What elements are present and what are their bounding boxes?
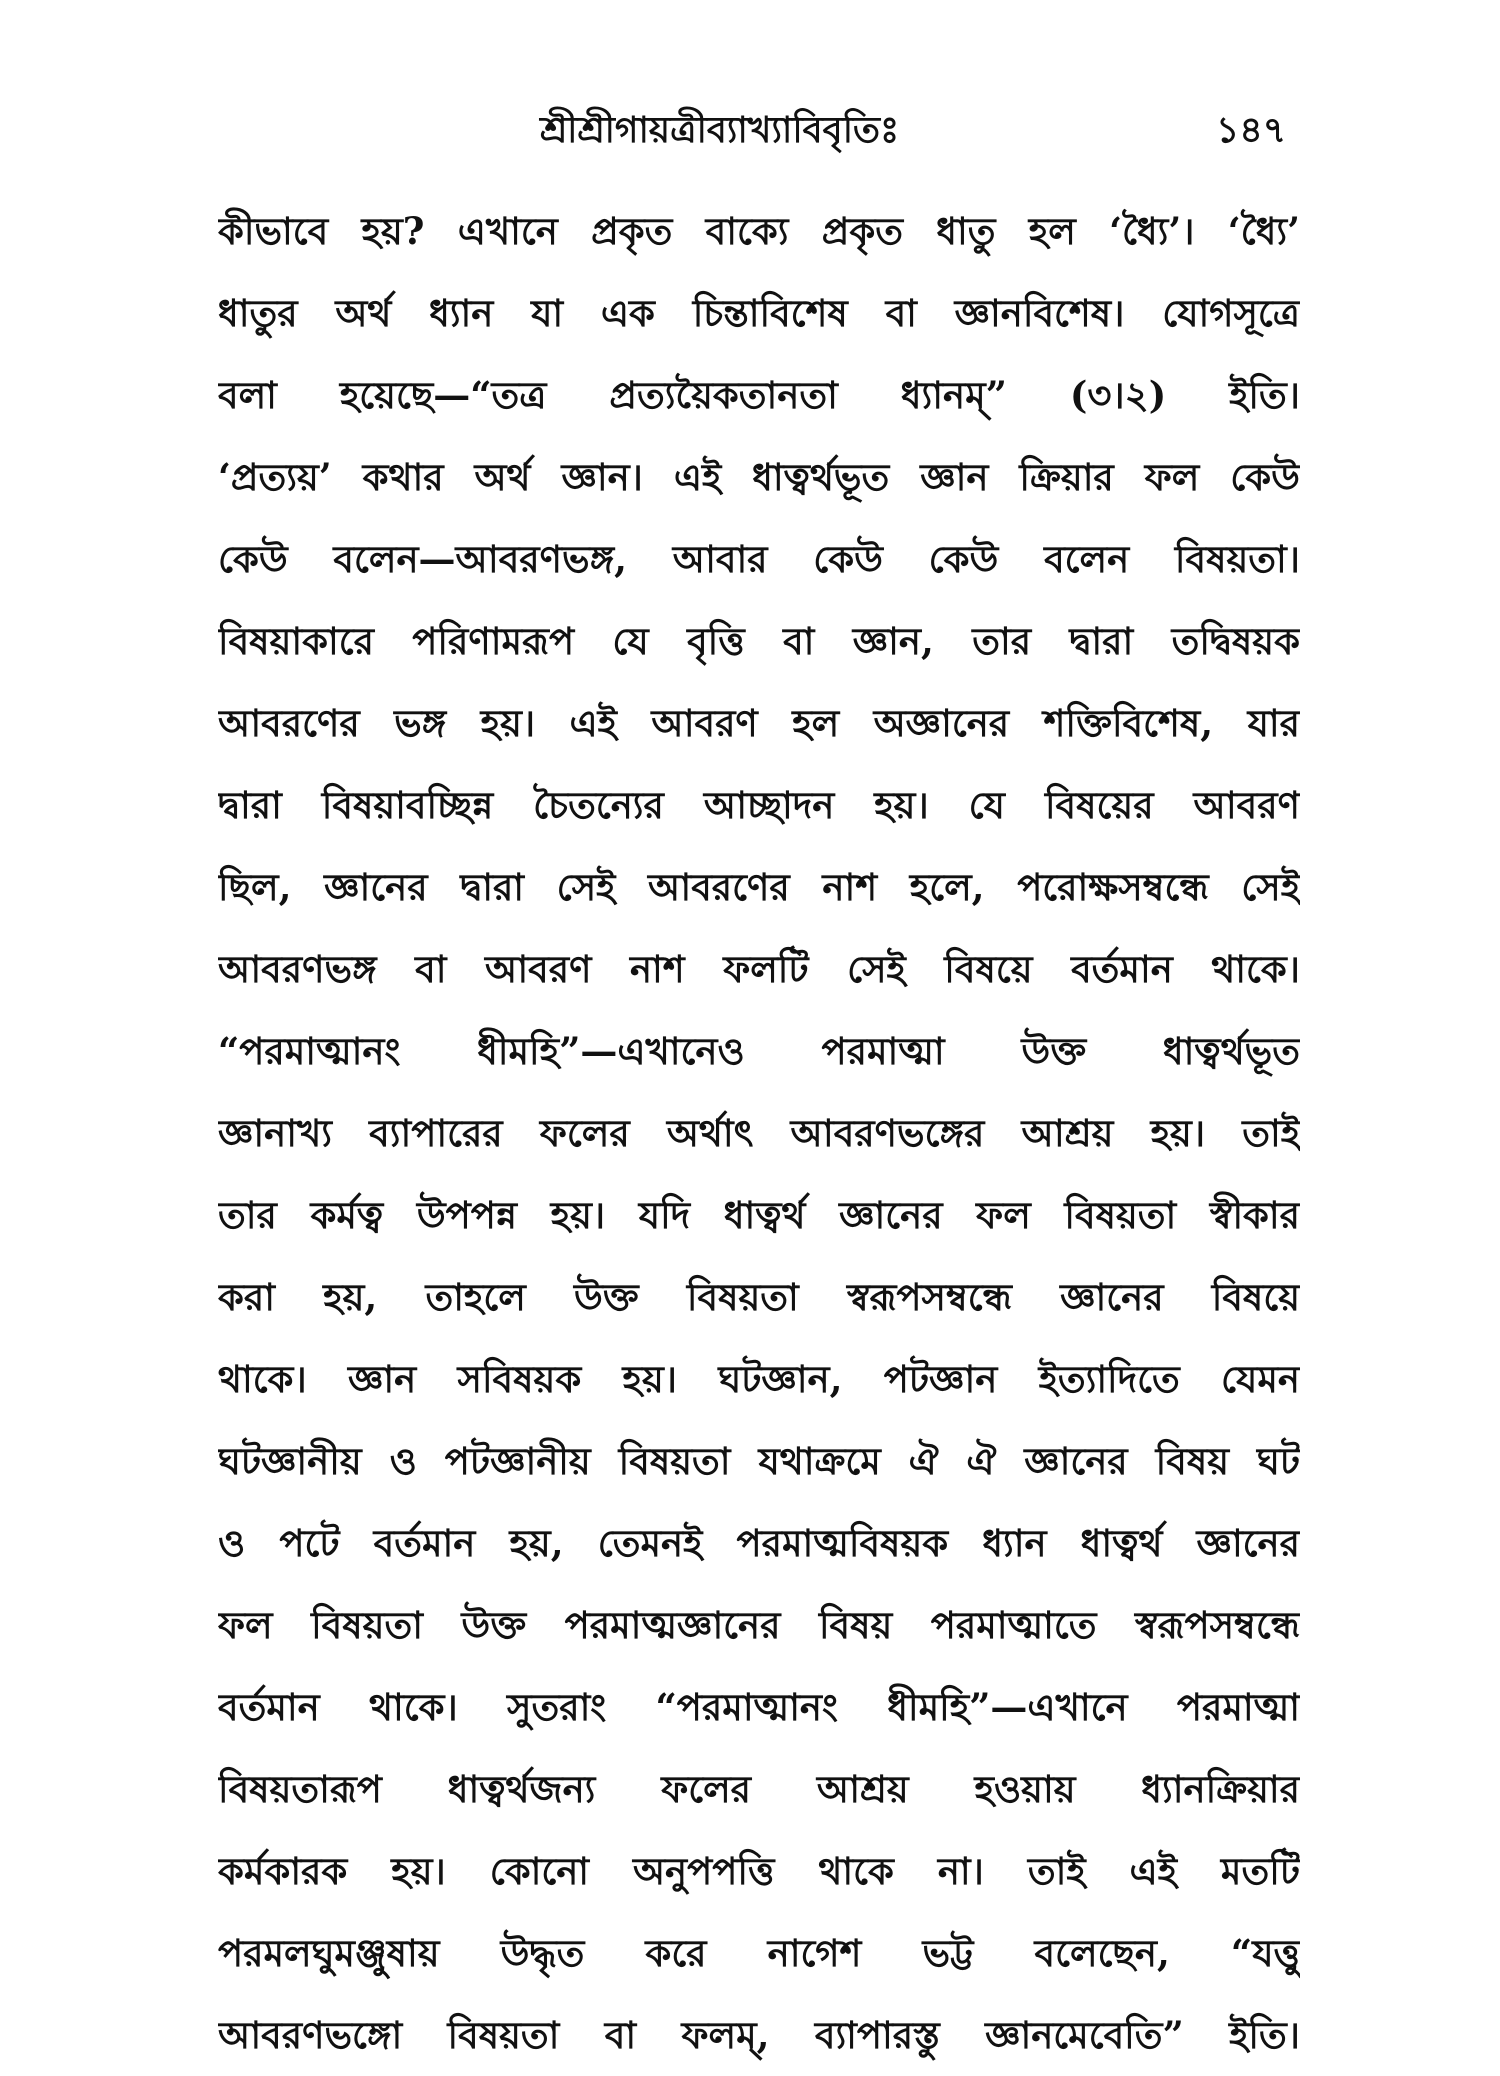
- text-line-8: দ্বারা বিষয়াবচ্ছিন্ন চৈতন্যের আচ্ছাদন হয়। যে বিষয়ের আবরণ: [218, 783, 1300, 827]
- body-text: [218, 190, 1300, 2076]
- text-line-12: জ্ঞানাখ্য ব্যাপারের ফলের অর্থাৎ আবরণভঙ্গের আশ্রয় হয়। তাই: [218, 1111, 1300, 1155]
- text-line-22: পরমলঘুমঞ্জুষায় উদ্ধৃত করে নাগেশ ভট্ট বলেছেন, “যত্তু: [218, 1931, 1300, 1975]
- text-line-20: বিষয়তারূপ ধাত্বর্থজন্য ফলের আশ্রয় হওয়ায় ধ্যানক্রিয়ার: [218, 1767, 1300, 1811]
- text-line-2: ধাতুর অর্থ ধ্যান যা এক চিন্তাবিশেষ বা জ্ঞানবিশেষ। যোগসূত্রে: [218, 291, 1300, 335]
- text-line-3: বলা হয়েছে—“তত্র প্রত্যয়ৈকতানতা ধ্যানম্” (৩।২) ইতি।: [218, 373, 1300, 417]
- text-line-16: ঘটজ্ঞানীয় ও পটজ্ঞানীয় বিষয়তা যথাক্রমে ঐ ঐ জ্ঞানের বিষয় ঘট: [218, 1439, 1300, 1483]
- text-line-17: ও পটে বর্তমান হয়, তেমনই পরমাত্মবিষয়ক ধ্যান ধাত্বর্থ জ্ঞানের: [218, 1521, 1300, 1565]
- text-line-18: ফল বিষয়তা উক্ত পরমাত্মজ্ঞানের বিষয় পরমাত্মাতে স্বরূপসম্বন্ধে: [218, 1603, 1300, 1647]
- running-title: শ্রীশ্রীগায়ত্রীব্যাখ্যাবিবৃতিঃ: [540, 109, 900, 151]
- text-line-13: তার কর্মত্ব উপপন্ন হয়। যদি ধাত্বর্থ জ্ঞানের ফল বিষয়তা স্বীকার: [218, 1193, 1300, 1237]
- text-line-19: বর্তমান থাকে। সুতরাং “পরমাত্মানং ধীমহি”—এখানে পরমাত্মা: [218, 1685, 1300, 1729]
- text-line-6: বিষয়াকারে পরিণামরূপ যে বৃত্তি বা জ্ঞান, তার দ্বারা তদ্বিষয়ক: [218, 619, 1300, 663]
- text-line-1: কীভাবে হয়? এখানে প্রকৃত বাক্যে প্রকৃত ধাতু হল ‘ধ্যৈ’। ‘ধ্যৈ’: [218, 209, 1300, 253]
- text-line-4: ‘প্রত্যয়’ কথার অর্থ জ্ঞান। এই ধাত্বর্থভূত জ্ঞান ক্রিয়ার ফল কেউ: [218, 455, 1300, 499]
- text-line-9: ছিল, জ্ঞানের দ্বারা সেই আবরণের নাশ হলে, পরোক্ষসম্বন্ধে সেই: [218, 865, 1300, 909]
- text-line-14: করা হয়, তাহলে উক্ত বিষয়তা স্বরূপসম্বন্ধে জ্ঞানের বিষয়ে: [218, 1275, 1300, 1319]
- text-line-15: থাকে। জ্ঞান সবিষয়ক হয়। ঘটজ্ঞান, পটজ্ঞান ইত্যাদিতে যেমন: [218, 1357, 1300, 1401]
- text-line-7: আবরণের ভঙ্গ হয়। এই আবরণ হল অজ্ঞানের শক্তিবিশেষ, যার: [218, 701, 1300, 745]
- text-line-10: আবরণভঙ্গ বা আবরণ নাশ ফলটি সেই বিষয়ে বর্তমান থাকে।: [218, 947, 1300, 991]
- text-line-5: কেউ বলেন—আবরণভঙ্গ, আবার কেউ কেউ বলেন বিষয়তা।: [218, 537, 1300, 581]
- page-number: ১৪৭: [1216, 109, 1287, 151]
- text-line-23: আবরণভঙ্গো বিষয়তা বা ফলম্, ব্যাপারস্তু জ্ঞানমেবেতি” ইতি।: [218, 2013, 1300, 2057]
- text-line-11: “পরমাত্মানং ধীমহি”—এখানেও পরমাত্মা উক্ত ধাত্বর্থভূত: [218, 1029, 1300, 1073]
- text-line-21: কর্মকারক হয়। কোনো অনুপপত্তি থাকে না। তাই এই মতটি: [218, 1849, 1300, 1893]
